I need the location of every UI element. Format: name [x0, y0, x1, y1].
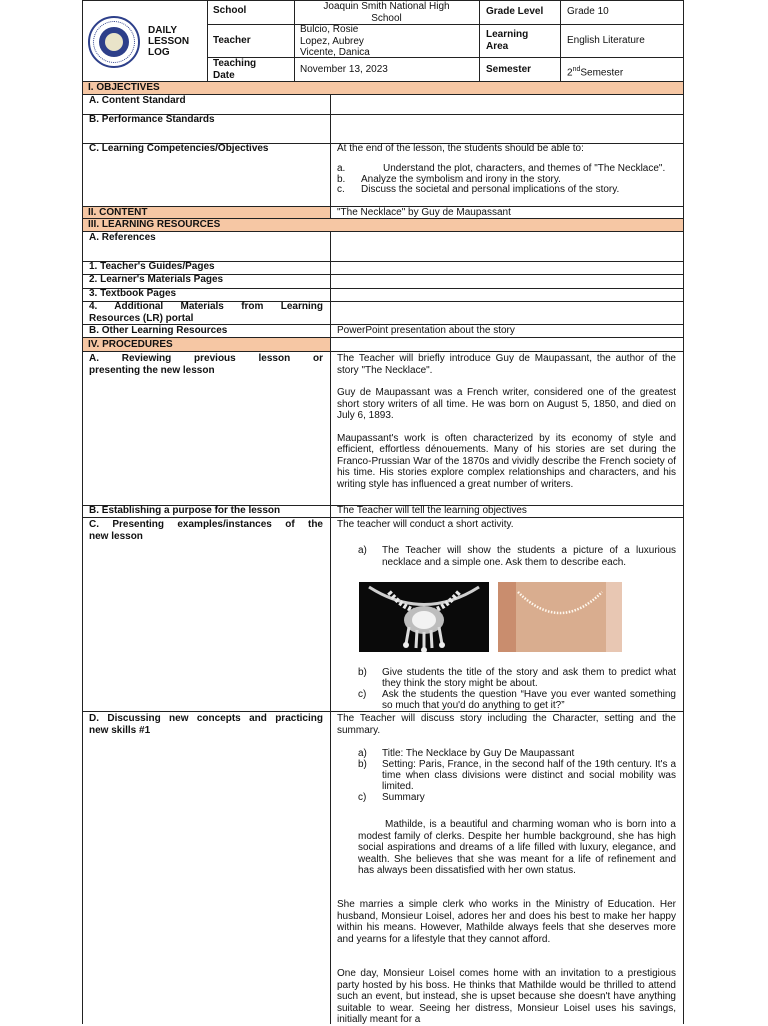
teacher-value: Bulcio, Rosie Lopez, Aubrey Vicente, Danica [300, 24, 370, 58]
procedure-c-label: C. Presenting examples/instances of the new lesson [89, 519, 323, 542]
list-item: c. Discuss the societal and personal implications of the story. [337, 184, 620, 195]
teaching-date-value: November 13, 2023 [300, 64, 388, 75]
procedure-a-label: A. Reviewing previous lesson or presenting the new lesson [89, 353, 323, 376]
procedure-d-intro: The Teacher will discuss story including the Character, setting and the summary. [337, 713, 676, 736]
simple-necklace-image [498, 582, 622, 652]
objectives-heading: I. OBJECTIVES [88, 82, 160, 93]
procedure-a-text: The Teacher will briefly introduce Guy de Maupassant, the author of the story "The Necklace". Guy de Maupassant was a French writer, considered one of the greatest short story writers of all time. He was born on August 5, 1850, and died on July 6, 1893. Maupassant's work is often characterized by its economy of style and efficient, effortless dénouements. Many of his stories are set during the Franco-Prussian War of the 1870s and vividly describe the French society of his time. His stories explore complex relationships and characters, and his writing style has influenced a great number of writers. [337, 353, 676, 490]
content-standard-label: A. Content Standard [89, 95, 186, 106]
other-resources-value: PowerPoint presentation about the story [337, 325, 515, 336]
learning-area-value: English Literature [567, 35, 645, 46]
list-item: b) Setting: Paris, France, in the second half of the 19th century. It's a time when class divisions were distinct and social mobility was limited. [358, 759, 676, 792]
textbook-pages-label: 3. Textbook Pages [89, 288, 177, 299]
grade-value: Grade 10 [567, 6, 609, 17]
competencies-list [337, 164, 676, 196]
procedure-c-intro: The teacher will conduct a short activity. [337, 519, 514, 530]
teachers-guides-label: 1. Teacher's Guides/Pages [89, 261, 215, 272]
luxurious-necklace-image [359, 582, 489, 652]
list-item: a) Title: The Necklace by Guy De Maupassant [358, 748, 575, 759]
procedure-c-items-bc [358, 667, 676, 711]
competencies-intro: At the end of the lesson, the students should be able to: [337, 143, 584, 154]
references-label: A. References [89, 232, 156, 243]
learning-resources-heading: III. LEARNING RESOURCES [88, 219, 221, 230]
deped-seal-logo [88, 16, 140, 68]
semester-label: Semester [486, 64, 532, 75]
procedure-d-summary-p1: Mathilde, is a beautiful and charming woman who is born into a modest family of clerks. Despite her humble background, she has high social aspirations and dreams of a life filled with luxury, elegance, and wealth. She believes that she was meant for a life of refinement and has always been dissatisfied with her own status. [358, 819, 676, 876]
procedure-c-item-a: a) The Teacher will show the students a picture of a luxurious necklace and a simple one. Ask them to describe each. [358, 545, 676, 568]
grade-label: Grade Level [486, 6, 544, 17]
procedure-d-summary-p2: She marries a simple clerk who works in the Ministry of Education. Her husband, Monsieur Loisel, adores her and does his best to make her happy within his means. However, Mathilde always feels that she deserves more and yearns for a lifestyle that they cannot afford. [337, 899, 676, 945]
teaching-date-label: Teaching Date [213, 58, 257, 81]
content-heading: II. CONTENT [88, 207, 148, 218]
school-label: School [213, 5, 247, 16]
list-item: a. Understand the plot, characters, and themes of "The Necklace". [337, 163, 666, 174]
procedure-b-value: The Teacher will tell the learning objectives [337, 505, 527, 516]
procedures-heading: IV. PROCEDURES [88, 339, 173, 350]
school-value: Joaquin Smith National High School [323, 1, 450, 24]
list-item: b. Analyze the symbolism and irony in the story. [337, 173, 561, 185]
log-title: DAILY LESSON LOG [148, 25, 190, 58]
content-value: "The Necklace" by Guy de Maupassant [337, 207, 511, 218]
learning-area-label: Learning Area [486, 29, 529, 52]
semester-value: 2ndSemester [567, 66, 624, 79]
teacher-label: Teacher [213, 35, 251, 46]
procedure-d-list [358, 748, 676, 803]
procedure-d-label: D. Discussing new concepts and practicing new skills #1 [89, 713, 323, 736]
other-resources-label: B. Other Learning Resources [89, 325, 228, 336]
additional-materials-label: 4. Additional Materials from Learning Resources (LR) portal [89, 301, 323, 324]
list-item: c) Summary [358, 792, 425, 803]
list-item: c) Ask the students the question “Have you ever wanted something so much that you'd do anything to get it?” [358, 689, 676, 711]
performance-standards-label: B. Performance Standards [89, 114, 215, 125]
list-item: b) Give students the title of the story and ask them to predict what they think the story might be about. [358, 667, 676, 689]
procedure-b-label: B. Establishing a purpose for the lesson [89, 505, 281, 516]
procedure-d-summary-p3: One day, Monsieur Loisel comes home with an invitation to a prestigious party hosted by his boss. He thinks that Mathilde would be thrilled to attend such an event, but instead, she is upset because she doesn't have anything suitable to wear. Seeing her distress, Monsieur Loisel uses his savings, initially meant for a [337, 968, 676, 1025]
competencies-label: C. Learning Competencies/Objectives [89, 143, 269, 154]
learners-materials-label: 2. Learner's Materials Pages [89, 274, 224, 285]
